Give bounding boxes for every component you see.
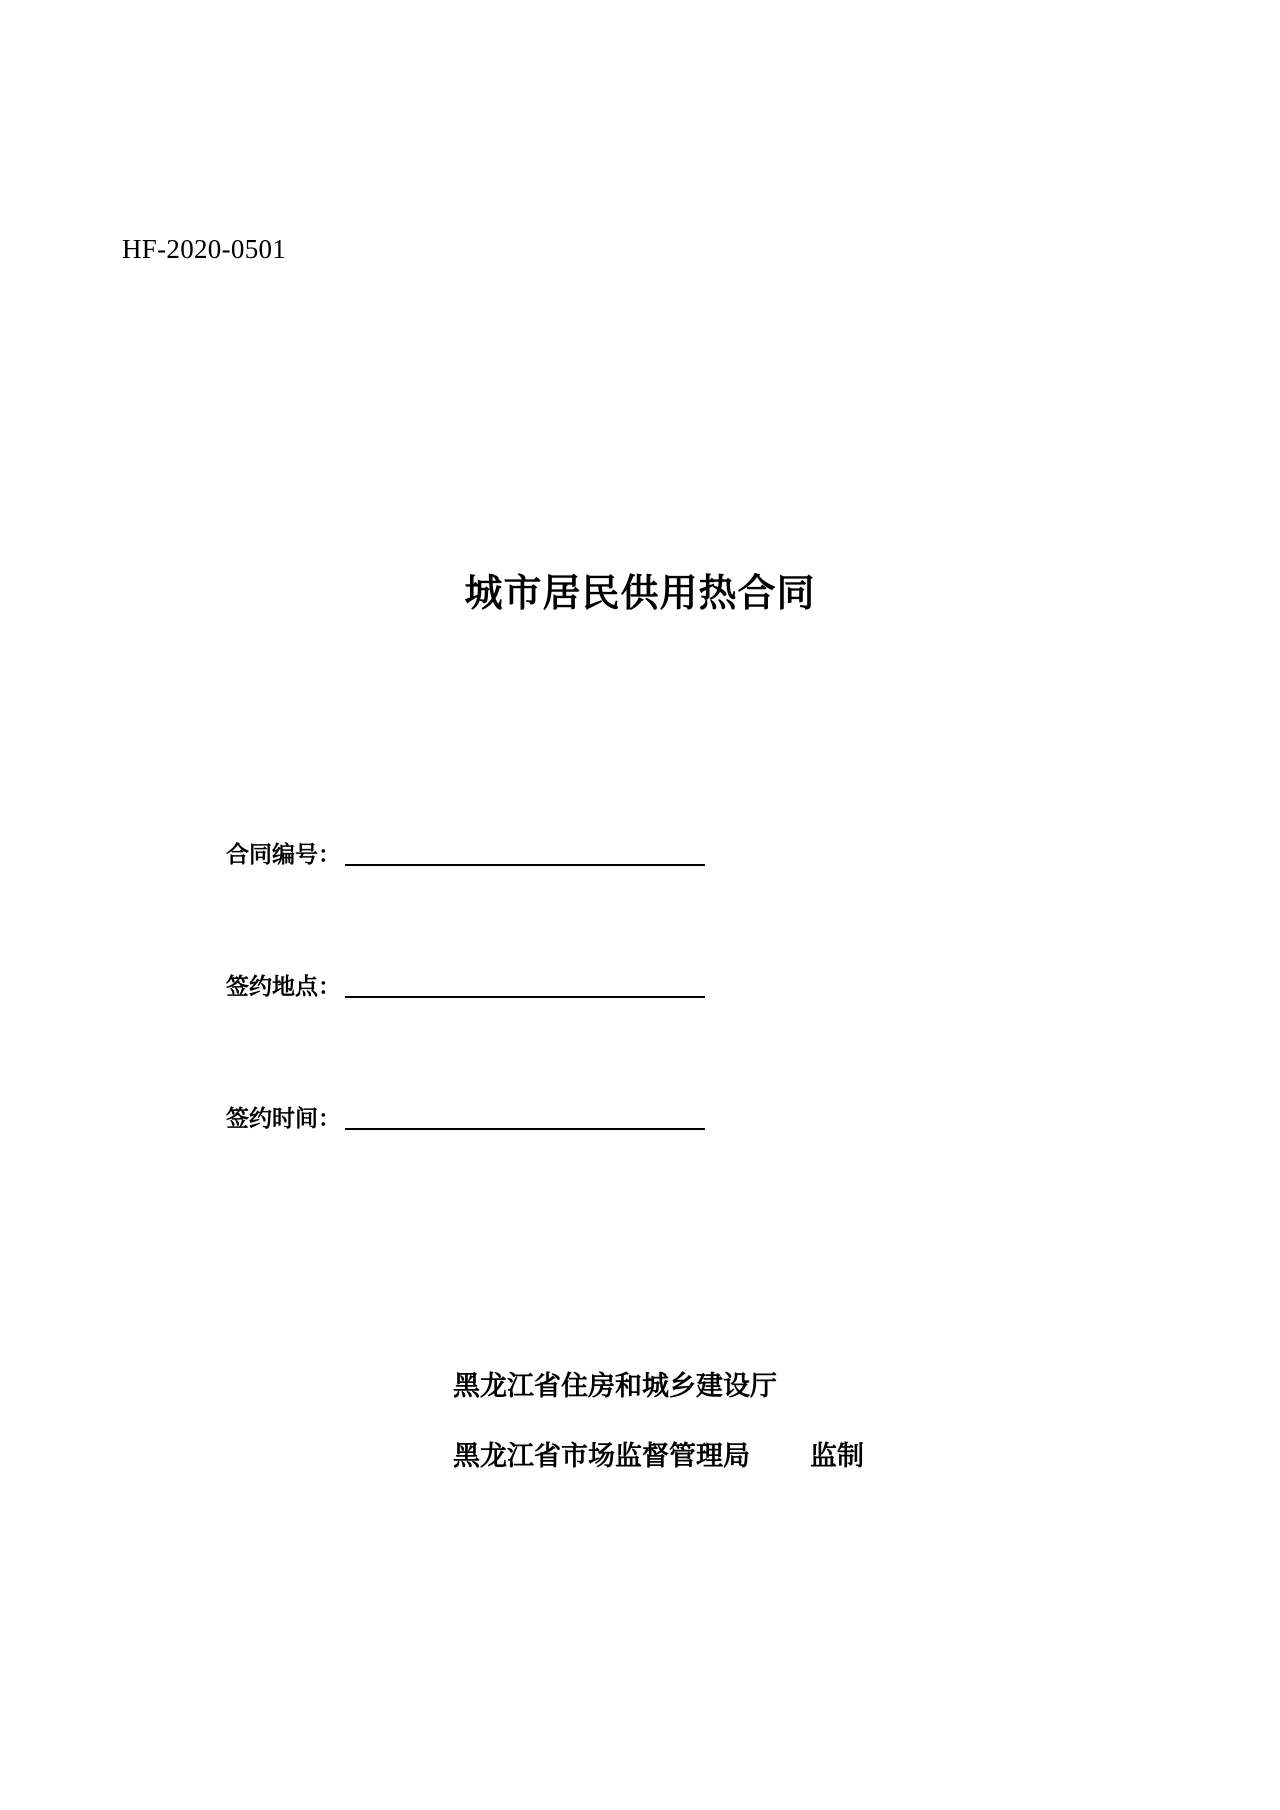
signing-place-label: 签约地点： (226, 973, 341, 1000)
signing-time-field (226, 1104, 705, 1134)
contract-number-label: 合同编号： (226, 841, 341, 868)
signing-place-field (226, 972, 705, 1002)
signing-place-blank (345, 972, 705, 998)
contract-number-blank (345, 840, 705, 866)
document-title: 城市居民供用热合同 (464, 570, 816, 615)
issuer-suffix: 监制 (810, 1441, 864, 1472)
issuer-housing-department: 黑龙江省住房和城乡建设厅 (453, 1371, 777, 1402)
issuer-market-regulation-bureau: 黑龙江省市场监督管理局 (453, 1441, 750, 1472)
contract-number-field (226, 840, 705, 870)
issuer-line-1 (453, 1370, 777, 1404)
signing-time-blank (345, 1104, 705, 1130)
issuer-line-2 (453, 1440, 864, 1474)
signing-time-label: 签约时间： (226, 1105, 341, 1132)
document-code: HF-2020-0501 (122, 234, 287, 264)
